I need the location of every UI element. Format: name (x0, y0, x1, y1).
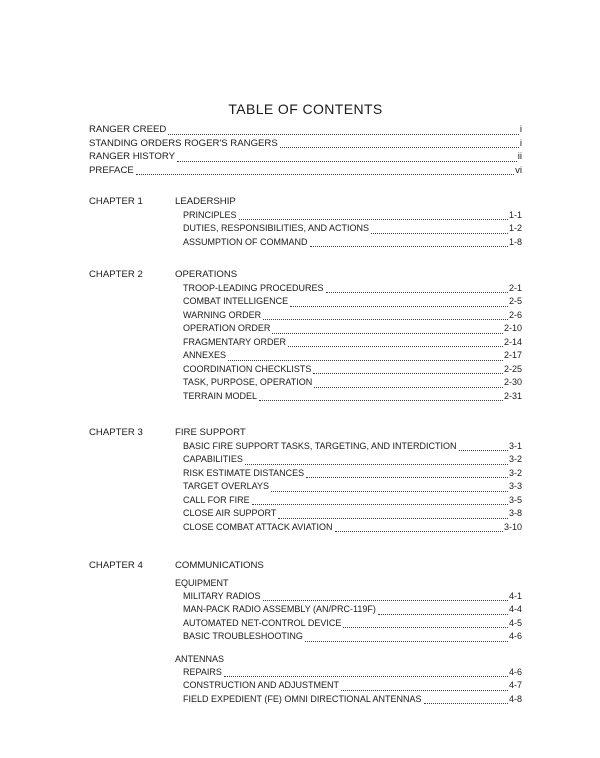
chapter-body (175, 559, 522, 706)
dot-leader (459, 449, 508, 451)
entry-label: OPERATION ORDER (183, 323, 271, 333)
chapter-title: COMMUNICATIONS (175, 560, 264, 571)
entry-page: 1-8 (508, 236, 522, 247)
dot-leader (306, 476, 508, 478)
toc-entry (175, 322, 522, 336)
entry-label: WARNING ORDER (183, 309, 262, 320)
entry-page: i (519, 137, 522, 149)
toc-entry (175, 336, 522, 350)
dot-leader (259, 399, 503, 401)
dot-leader (424, 702, 508, 704)
dot-leader (305, 640, 508, 642)
dot-leader (343, 626, 508, 628)
toc-entry (175, 453, 522, 467)
subgroup-heading: ANTENNAS (175, 653, 225, 664)
entry-label: ANNEXES (183, 350, 227, 360)
toc-entry (175, 309, 522, 323)
entry-label: RISK ESTIMATE DISTANCES (183, 467, 305, 478)
entry-label: CLOSE COMBAT ATTACK AVIATION (183, 521, 333, 532)
chapter-body (175, 426, 522, 534)
toc-entry (175, 630, 522, 644)
dot-leader (136, 173, 514, 175)
toc-entry (175, 222, 522, 236)
dot-leader (278, 517, 508, 519)
entry-label: MAN-PACK RADIO ASSEMBLY (AN/PRC-119F) (183, 604, 376, 614)
toc-entry (175, 236, 522, 250)
entry-label: COORDINATION CHECKLISTS (183, 363, 312, 374)
entry-label: COMBAT INTELLIGENCE (183, 296, 289, 306)
chapter-number: CHAPTER 3 (89, 427, 143, 438)
dot-leader (177, 160, 517, 162)
entry-label: AUTOMATED NET-CONTROL DEVICE (183, 617, 342, 628)
chapter-block (89, 426, 522, 534)
chapter-title: LEADERSHIP (175, 196, 236, 207)
toc-content (89, 101, 522, 706)
dot-leader (271, 490, 508, 492)
entry-label: TROOP-LEADING PROCEDURES (183, 282, 324, 293)
toc-entry (175, 666, 522, 680)
toc-entry (89, 164, 522, 178)
entry-label: PRINCIPLES (183, 209, 237, 220)
dot-leader (245, 463, 508, 465)
page-title: TABLE OF CONTENTS (228, 101, 383, 117)
entry-label: PREFACE (89, 164, 134, 176)
dot-leader (280, 146, 519, 148)
toc-entry (175, 295, 522, 309)
entry-label: MILITARY RADIOS (183, 590, 261, 601)
entry-label: TARGET OVERLAYS (183, 481, 270, 491)
entry-page: 2-5 (508, 296, 522, 306)
entry-label: CALL FOR FIRE (183, 494, 250, 505)
toc-entry (175, 467, 522, 481)
chapter-body (175, 195, 522, 249)
entry-page: 4-5 (508, 617, 522, 628)
toc-front-matter (89, 123, 522, 177)
entry-label: CLOSE AIR SUPPORT (183, 508, 277, 518)
entry-page: 1-1 (508, 209, 522, 220)
subgroup-heading: EQUIPMENT (175, 577, 229, 588)
dot-leader (263, 318, 508, 320)
entry-page: 2-30 (503, 377, 522, 387)
entry-page: 1-2 (508, 223, 522, 233)
entry-label: FRAGMENTARY ORDER (183, 336, 287, 347)
entry-label: REPAIRS (183, 666, 222, 677)
entry-page: 3-3 (508, 481, 522, 491)
entry-page: 3-5 (508, 494, 522, 505)
dot-leader (228, 359, 503, 361)
entry-page: i (519, 124, 522, 135)
toc-entry (175, 480, 522, 494)
chapter-block (89, 559, 522, 706)
entry-page: 3-2 (508, 454, 522, 464)
dot-leader (224, 675, 508, 677)
toc-entry (175, 693, 522, 707)
entry-label: RANGER CREED (89, 124, 167, 135)
toc-entry (175, 376, 522, 390)
toc-entry (175, 617, 522, 631)
toc-entry (175, 590, 522, 604)
dot-leader (252, 503, 508, 505)
entry-page: 3-10 (503, 521, 522, 532)
entry-label: TERRAIN MODEL (183, 390, 258, 401)
toc-entry (175, 679, 522, 693)
chapter-body (175, 268, 522, 403)
dot-leader (335, 530, 503, 532)
chapter-block (89, 268, 522, 403)
entry-page: 2-14 (503, 336, 522, 347)
entry-page: vi (515, 164, 522, 176)
dot-leader (310, 245, 508, 247)
toc-entry (175, 440, 522, 454)
chapter-subgroup (175, 653, 522, 707)
toc-chapters (89, 195, 522, 706)
toc-entry (175, 209, 522, 223)
toc-entry (89, 123, 522, 137)
entry-label: BASIC TROUBLESHOOTING (183, 631, 303, 641)
entry-page: 2-6 (508, 309, 522, 320)
entry-page: 4-6 (508, 631, 522, 641)
entry-page: 4-7 (508, 680, 522, 690)
toc-entry (175, 282, 522, 296)
entry-page: 4-1 (508, 590, 522, 601)
dot-leader (239, 218, 508, 220)
toc-entry (175, 349, 522, 363)
entry-page: 2-31 (503, 390, 522, 401)
entry-page: 3-8 (508, 508, 522, 518)
chapter-number: CHAPTER 4 (89, 560, 143, 571)
toc-entry (175, 507, 522, 521)
entry-page: 4-8 (508, 693, 522, 704)
dot-leader (290, 305, 508, 307)
entry-page: 4-4 (508, 604, 522, 614)
toc-entry (175, 521, 522, 535)
entry-label: STANDING ORDERS ROGER'S RANGERS (89, 137, 278, 149)
entry-page: 4-6 (508, 666, 522, 677)
entry-page: 3-2 (508, 467, 522, 478)
dot-leader (326, 291, 508, 293)
toc-entry (89, 137, 522, 151)
dot-leader (371, 232, 508, 234)
entry-label: CONSTRUCTION AND ADJUSTMENT (183, 680, 340, 690)
entry-label: ASSUMPTION OF COMMAND (183, 236, 308, 247)
chapter-number: CHAPTER 2 (89, 269, 143, 280)
entry-label: TASK, PURPOSE, OPERATION (183, 377, 313, 387)
dot-leader (272, 332, 503, 334)
chapter-title: FIRE SUPPORT (175, 427, 246, 438)
entry-page: 2-25 (503, 363, 522, 374)
dot-leader (263, 599, 508, 601)
chapter-subgroup (175, 577, 522, 644)
toc-entry (175, 363, 522, 377)
dot-leader (313, 372, 503, 374)
dot-leader (341, 689, 508, 691)
chapter-title: OPERATIONS (175, 269, 238, 280)
entry-label: DUTIES, RESPONSIBILITIES, AND ACTIONS (183, 223, 370, 233)
entry-label: CAPABILITIES (183, 454, 243, 464)
dot-leader (288, 345, 503, 347)
entry-page: ii (517, 151, 522, 162)
chapter-number: CHAPTER 1 (89, 196, 143, 207)
entry-page: 2-1 (508, 282, 522, 293)
toc-entry (175, 390, 522, 404)
toc-entry (89, 150, 522, 164)
entry-label: BASIC FIRE SUPPORT TASKS, TARGETING, AND INTERDICTION (183, 440, 457, 451)
entry-page: 3-1 (508, 440, 522, 451)
entry-label: FIELD EXPEDIENT (FE) OMNI DIRECTIONAL ANTENNAS (183, 693, 422, 704)
entry-page: 2-10 (503, 323, 522, 333)
dot-leader (378, 613, 508, 615)
dot-leader (168, 133, 519, 135)
dot-leader (314, 386, 503, 388)
chapter-block (89, 195, 522, 249)
toc-entry (175, 494, 522, 508)
entry-label: RANGER HISTORY (89, 151, 176, 162)
toc-entry (175, 603, 522, 617)
entry-page: 2-17 (503, 350, 522, 360)
